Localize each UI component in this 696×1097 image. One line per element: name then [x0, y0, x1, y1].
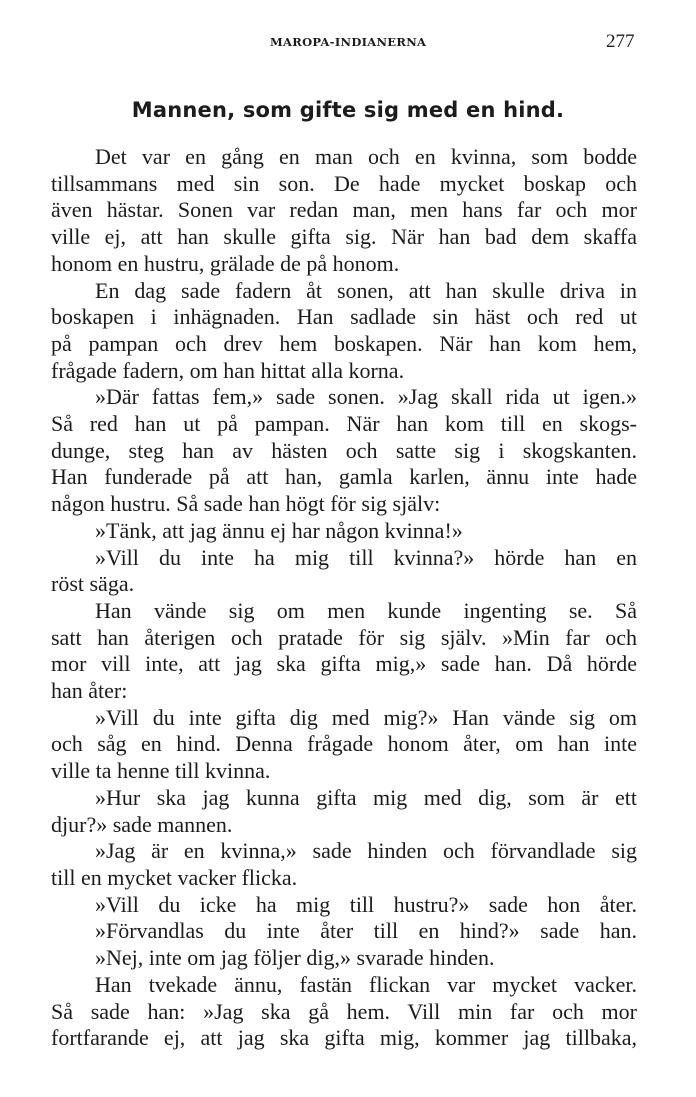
- text-line: någon hustru. Så sade han högt för sig själv:: [51, 491, 441, 517]
- text-line: ville ta henne till kvinna.: [51, 758, 271, 784]
- text-line: fortfarande ej, att jag ska gifta mig, kommer jag tillbaka,: [51, 1025, 637, 1051]
- text-line: Det var en gång en man och en kvinna, som bodde: [95, 144, 637, 169]
- text-line: »Nej, inte om jag följer dig,» svarade hinden.: [95, 945, 495, 971]
- text-line: och såg en hind. Denna frågade honom åter, om han inte: [51, 731, 637, 757]
- story-title: Mannen, som gifte sig med en hind.: [131, 98, 565, 122]
- body-text: [51, 144, 637, 1052]
- text-line: på pampan och drev hem boskapen. När han kom hem,: [51, 330, 637, 356]
- text-line: dunge, steg han av hästen och satte sig i skogskanten.: [51, 437, 637, 463]
- text-line: Han funderade på att han, gamla karlen, ännu inte hade: [51, 464, 637, 490]
- text-line: »Vill du inte ha mig till kvinna?» hörde han en: [95, 544, 637, 570]
- text-line: Så sade han: »Jag ska gå hem. Vill min far och mor: [51, 998, 637, 1024]
- text-line: »Hur ska jag kunna gifta mig med dig, som är ett: [95, 784, 637, 810]
- text-line: frågade fadern, om han hittat alla korna.: [51, 357, 405, 383]
- text-line: till en mycket vacker flicka.: [51, 864, 298, 890]
- text-line: En dag sade fadern åt sonen, att han skulle driva in: [95, 277, 637, 303]
- text-line: Så red han ut på pampan. När han kom till en skogs-: [51, 411, 637, 437]
- text-line: mor vill inte, att jag ska gifta mig,» sade han. Då hörde: [51, 651, 637, 677]
- text-line: »Vill du icke ha mig till hustru?» sade hon åter.: [95, 891, 637, 917]
- text-line: »Jag är en kvinna,» sade hinden och förvandlade sig: [95, 838, 637, 864]
- text-line: tillsammans med sin son. De hade mycket boskap och: [51, 170, 637, 196]
- text-line: han åter:: [51, 678, 128, 704]
- page-number: 277: [606, 31, 635, 52]
- text-line: boskapen i inhägnaden. Han sadlade sin häst och red ut: [51, 304, 637, 330]
- text-line: »Förvandlas du inte åter till en hind?» sade han.: [95, 918, 637, 944]
- text-line: honom en hustru, grälade de på honom.: [51, 250, 400, 276]
- text-line: Han tvekade ännu, fastän flickan var mycket vacker.: [95, 971, 637, 997]
- text-line: »Tänk, att jag ännu ej har någon kvinna!»: [95, 517, 463, 543]
- text-line: röst säga.: [51, 571, 135, 597]
- text-line: även hästar. Sonen var redan man, men hans far och mor: [51, 197, 637, 223]
- text-line: djur?» sade mannen.: [51, 811, 233, 837]
- text-line: »Där fattas fem,» sade sonen. »Jag skall rida ut igen.»: [95, 384, 637, 410]
- running-head: MAROPA-INDIANERNA: [270, 35, 427, 49]
- text-line: ville ej, att han skulle gifta sig. När han bad dem skaffa: [51, 224, 637, 250]
- text-line: Han vände sig om men kunde ingenting se. Så: [95, 597, 637, 623]
- text-line: »Vill du inte gifta dig med mig?» Han vände sig om: [95, 704, 637, 730]
- text-line: satt han återigen och pratade för sig själv. »Min far och: [51, 624, 637, 650]
